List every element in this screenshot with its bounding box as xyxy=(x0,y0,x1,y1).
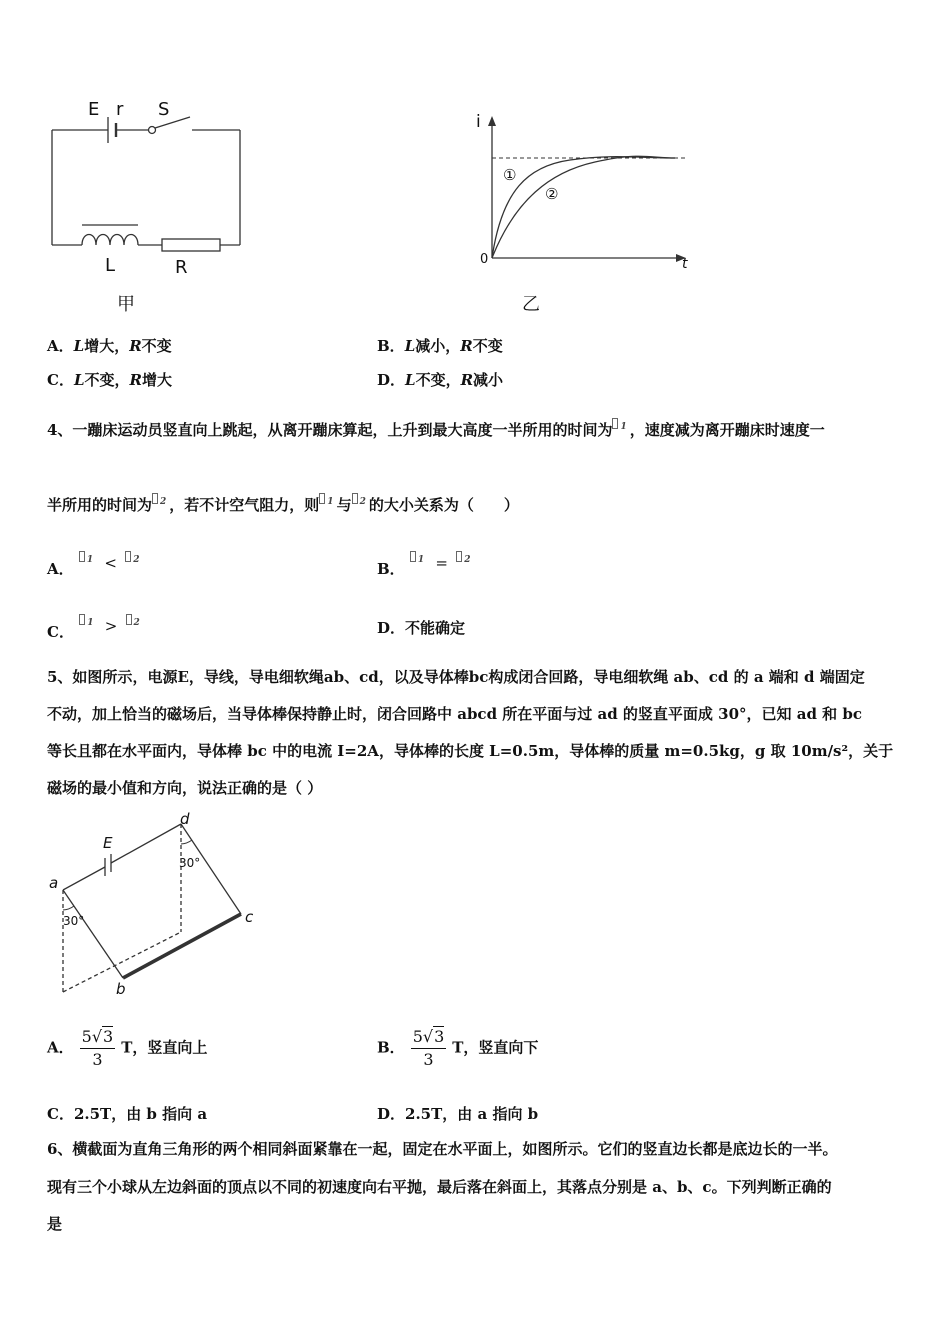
q6-stem-line3: 是 xyxy=(47,1215,63,1233)
q5-stem-line3: 等长且都在水平面内，导体棒 bc 中的电流 I=2A，导体棒的长度 L=0.5m，导体棒的质量 m=0.5kg，g 取 10m/s²，关于 xyxy=(47,742,894,760)
curve-1-label: ① xyxy=(503,166,517,184)
current-time-graph xyxy=(470,110,700,320)
point-c-label: c xyxy=(245,908,254,926)
x-axis-label: t xyxy=(682,256,688,272)
fraction: $\frac{5√3}{3}$ xyxy=(81,1027,114,1069)
battery-emf-label: E xyxy=(88,99,100,120)
angle-label-d: 30° xyxy=(179,856,201,870)
formula-placeholder-icon xyxy=(126,614,132,625)
q5-option-d: D．2.5T，由 a 指向 b xyxy=(377,1105,539,1123)
q4-option-c: C． $^1$ > $^2$ xyxy=(47,613,143,636)
formula-placeholder-icon xyxy=(319,493,325,504)
q4-option-b: B． $^1$ = $^2$ xyxy=(377,550,474,573)
q5-stem-line4: 磁场的最小值和方向，说法正确的是（ ） xyxy=(47,779,323,797)
q4-option-d: D．不能确定 xyxy=(377,619,466,637)
q3-option-d: D．L不变，R减小 xyxy=(377,371,504,389)
formula-placeholder-icon xyxy=(79,614,85,625)
formula-placeholder-icon xyxy=(352,493,358,504)
emf-label: E xyxy=(103,834,113,852)
q3-option-b: B．L减小，R不变 xyxy=(377,337,503,355)
rod-setup-diagram xyxy=(45,810,270,1005)
q3-option-a: A．L增大，R不变 xyxy=(47,337,172,355)
internal-resistance-label: r xyxy=(116,99,124,120)
figure-caption-jia: 甲 xyxy=(117,294,135,315)
q5-option-b: B． $\frac{5√3}{3}$ T，竖直向下 xyxy=(377,1027,539,1069)
formula-placeholder-icon xyxy=(152,493,158,504)
fraction: $\frac{5√3}{3}$ xyxy=(412,1027,445,1069)
figure-caption-yi: 乙 xyxy=(522,294,540,315)
resistor-label: R xyxy=(175,257,188,278)
figure-circuit-jia xyxy=(40,95,260,320)
q5-option-c: C．2.5T，由 b 指向 a xyxy=(47,1105,208,1123)
q4-option-a: A． $^1$ < $^2$ xyxy=(47,550,142,573)
formula-placeholder-icon xyxy=(410,551,416,562)
formula-placeholder-icon xyxy=(125,551,131,562)
q4-stem-line2: 半所用的时间为 $^2$ ，若不计空气阻力，则 $^1$ 与 $^2$ 的大小关系为（ ） xyxy=(47,492,519,515)
switch-label: S xyxy=(158,99,170,120)
point-d-label: d xyxy=(180,810,190,828)
figure-conductor-rod xyxy=(45,810,270,1005)
point-a-label: a xyxy=(49,874,59,892)
angle-label-a: 30° xyxy=(63,914,85,928)
formula-placeholder-icon xyxy=(79,551,85,562)
figure-graph-yi xyxy=(470,110,700,320)
inductor-label: L xyxy=(105,255,116,276)
circuit-diagram xyxy=(40,95,260,320)
q5-option-a: A． $\frac{5√3}{3}$ T，竖直向上 xyxy=(47,1027,208,1069)
origin-label: 0 xyxy=(480,252,489,267)
q6-stem-line1: 6、横截面为直角三角形的两个相同斜面紧靠在一起，固定在水平面上，如图所示。它们的竖直边长都是底边长的一半。 xyxy=(47,1140,838,1158)
q5-stem-line2: 不动，加上恰当的磁场后，当导体棒保持静止时，闭合回路中 abcd 所在平面与过 ad 的竖直平面成 30°，已知 ad 和 bc xyxy=(47,705,863,723)
q6-stem-line2: 现有三个小球从左边斜面的顶点以不同的初速度向右平抛，最后落在斜面上，其落点分别是 a、b、c。下列判断正确的 xyxy=(47,1178,832,1196)
y-axis-label: i xyxy=(476,112,481,132)
q4-stem-line1: 4、一蹦床运动员竖直向上跳起，从离开蹦床算起，上升到最大高度一半所用的时间为 $^1$ ，速度减为离开蹦床时速度一 xyxy=(47,417,825,440)
formula-placeholder-icon xyxy=(612,418,618,429)
curve-2-label: ② xyxy=(545,185,559,203)
formula-placeholder-icon xyxy=(456,551,462,562)
point-b-label: b xyxy=(116,980,126,998)
q5-stem-line1: 5、如图所示，电源E，导线，导电细软绳ab、cd，以及导体棒bc构成闭合回路，导电细软绳 ab、cd 的 a 端和 d 端固定 xyxy=(47,668,865,686)
q3-option-c: C．L不变，R增大 xyxy=(47,371,172,389)
